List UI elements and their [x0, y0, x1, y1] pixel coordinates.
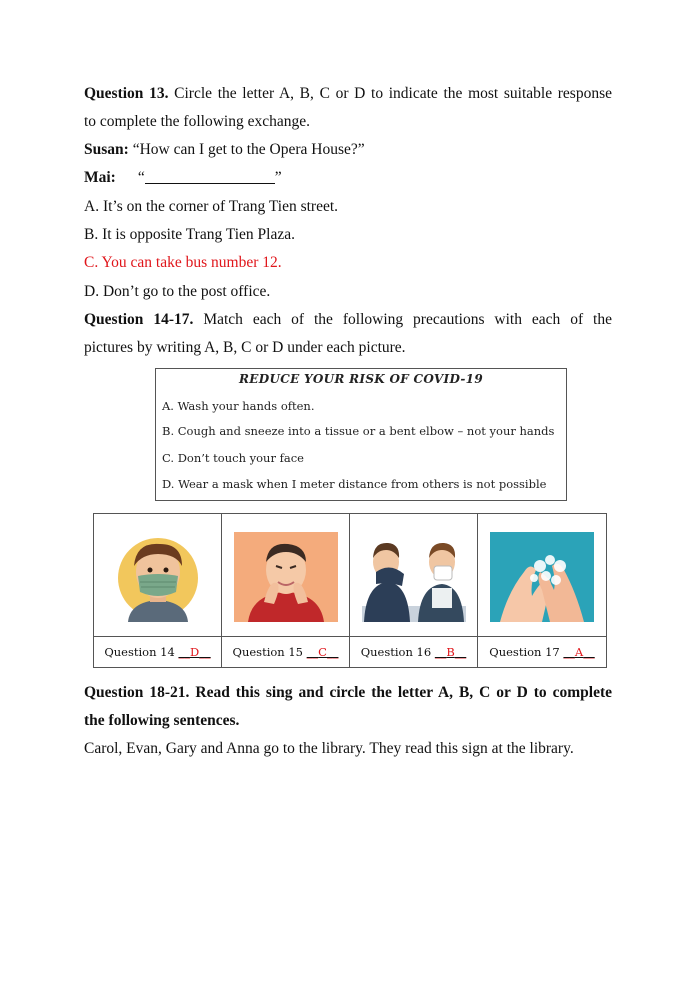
q13-instruction-line-2: to complete the following exchange. [84, 113, 310, 130]
picture-cell-q17 [478, 514, 606, 667]
picture-cell-q15 [222, 514, 350, 667]
q14-answer: __D__ [178, 645, 211, 659]
q13-option-d: D. Don’t go to the post office. [84, 283, 271, 300]
q17-label: Question 17 [489, 645, 560, 659]
washing-hands-icon [490, 532, 594, 622]
mai-label: Mai: [84, 169, 116, 186]
q13-option-c: C. You can take bus number 12. [84, 254, 282, 271]
coughing-people-icon [362, 532, 466, 622]
precaution-b: B. Cough and sneeze into a tissue or a bent elbow – not your hands [162, 424, 555, 438]
picture-label-q14 [94, 636, 221, 668]
q13-instruction-text: Circle the letter A, B, C or D to indicate the most suitable response [168, 85, 612, 102]
q13-option-b: B. It is opposite Trang Tien Plaza. [84, 226, 295, 243]
q15-label: Question 15 [232, 645, 303, 659]
picture-label-q16 [350, 636, 477, 668]
picture-label-q17 [478, 636, 606, 668]
q13-title: Question 13. [84, 85, 169, 102]
q18-21-instruction-line-2: the following sentences. [84, 712, 240, 729]
q18-21-instruction-line-1: Question 18-21. Read this sing and circle the letter A, B, C or D to complete [84, 684, 612, 701]
mai-open-quote: “ [137, 169, 145, 186]
precaution-c: C. Don’t touch your face [162, 451, 304, 465]
q16-answer: __B__ [434, 645, 467, 659]
q18-21-context: Carol, Evan, Gary and Anna go to the library. They read this sign at the library. [84, 740, 574, 757]
covid-box-title: REDUCE YOUR RISK OF COVID-19 [239, 372, 483, 386]
q13-instruction-line-1 [84, 84, 612, 104]
q14-17-instruction-line-2: pictures by writing A, B, C or D under each picture. [84, 339, 406, 356]
mai-close-quote: ” [274, 169, 282, 186]
precaution-a: A. Wash your hands often. [162, 399, 315, 413]
picture-cell-q16 [350, 514, 478, 667]
picture-label-q15 [222, 636, 349, 668]
q13-option-a: A. It’s on the corner of Trang Tien street. [84, 198, 339, 215]
q16-label: Question 16 [360, 645, 432, 659]
q14-17-title: Question 14-17. [84, 311, 194, 328]
q13-mai-line [84, 168, 612, 188]
susan-label: Susan: [84, 141, 129, 158]
q14-17-instruction-text: Match each of the following precautions with each of the [193, 311, 612, 328]
answer-blank [145, 169, 275, 184]
q14-label: Question 14 [104, 645, 175, 659]
pictures-table [93, 513, 607, 668]
q15-answer: __C__ [306, 645, 339, 659]
q17-answer: __A__ [563, 645, 595, 659]
susan-question: “How can I get to the Opera House?” [128, 141, 365, 158]
covid-precautions-box [155, 368, 567, 501]
touching-face-icon [234, 532, 338, 622]
masked-boy-icon [106, 532, 210, 622]
picture-cell-q14 [94, 514, 222, 667]
q13-susan-line [84, 140, 612, 160]
q14-17-instruction-line-1 [84, 310, 612, 330]
precaution-d: D. Wear a mask when I meter distance from others is not possible [162, 477, 547, 491]
